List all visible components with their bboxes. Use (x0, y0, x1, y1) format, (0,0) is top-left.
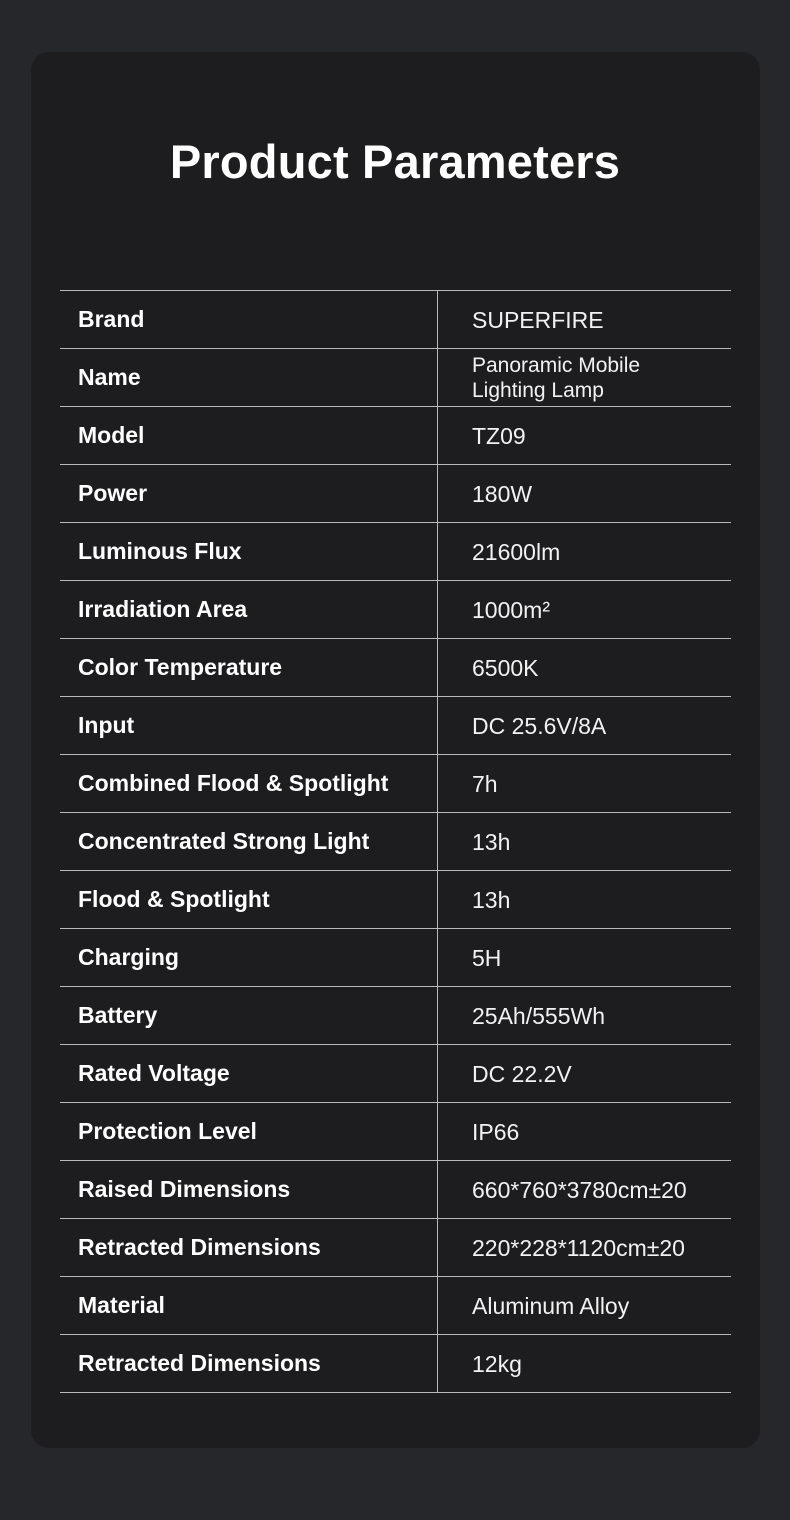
row-label: Charging (60, 929, 438, 986)
table-row (60, 291, 731, 349)
row-value: 12kg (472, 1350, 522, 1377)
row-value: 1000m² (472, 596, 550, 623)
row-label: Color Temperature (60, 639, 438, 696)
row-value: TZ09 (472, 422, 526, 449)
row-value: DC 25.6V/8A (472, 712, 607, 739)
page-title: Product Parameters (169, 135, 621, 188)
row-value: 7h (472, 770, 498, 797)
row-value: SUPERFIRE (472, 306, 604, 333)
table-row (60, 1103, 731, 1161)
table-row (60, 1335, 731, 1393)
row-value: DC 22.2V (472, 1060, 572, 1087)
row-value: 5H (472, 944, 502, 971)
row-value: Panoramic Mobile Lighting Lamp (472, 353, 641, 402)
row-label: Combined Flood & Spotlight (60, 755, 438, 812)
table-row (60, 1161, 731, 1219)
table-row (60, 697, 731, 755)
table-row (60, 1045, 731, 1103)
row-value: 6500K (472, 654, 539, 681)
row-label: Flood & Spotlight (60, 871, 438, 928)
row-value: 21600lm (472, 538, 561, 565)
row-label: Retracted Dimensions (60, 1219, 438, 1276)
row-label: Input (60, 697, 438, 754)
row-label: Model (60, 407, 438, 464)
row-label: Retracted Dimensions (60, 1335, 438, 1392)
row-label: Name (60, 349, 438, 406)
table-row (60, 929, 731, 987)
table-row (60, 1219, 731, 1277)
table-row (60, 871, 731, 929)
table-row (60, 987, 731, 1045)
row-label: Protection Level (60, 1103, 438, 1160)
row-value: Aluminum Alloy (472, 1292, 630, 1319)
table-row (60, 349, 731, 407)
table-row (60, 813, 731, 871)
table-row (60, 407, 731, 465)
row-value: 660*760*3780cm±20 (472, 1176, 687, 1203)
row-value: 13h (472, 828, 511, 855)
row-value: IP66 (472, 1118, 520, 1145)
row-label: Irradiation Area (60, 581, 438, 638)
row-value: 13h (472, 886, 511, 913)
row-value: 180W (472, 480, 533, 507)
table-row (60, 639, 731, 697)
row-label: Rated Voltage (60, 1045, 438, 1102)
table-row (60, 755, 731, 813)
table-row (60, 581, 731, 639)
row-label: Power (60, 465, 438, 522)
row-label: Material (60, 1277, 438, 1334)
table-row (60, 465, 731, 523)
row-label: Raised Dimensions (60, 1161, 438, 1218)
table-row (60, 1277, 731, 1335)
row-label: Luminous Flux (60, 523, 438, 580)
table-row (60, 523, 731, 581)
parameters-table (60, 290, 731, 1393)
row-label: Brand (60, 291, 438, 348)
row-label: Battery (60, 987, 438, 1044)
row-value: 25Ah/555Wh (472, 1002, 605, 1029)
row-value: 220*228*1120cm±20 (472, 1234, 685, 1261)
row-label: Concentrated Strong Light (60, 813, 438, 870)
